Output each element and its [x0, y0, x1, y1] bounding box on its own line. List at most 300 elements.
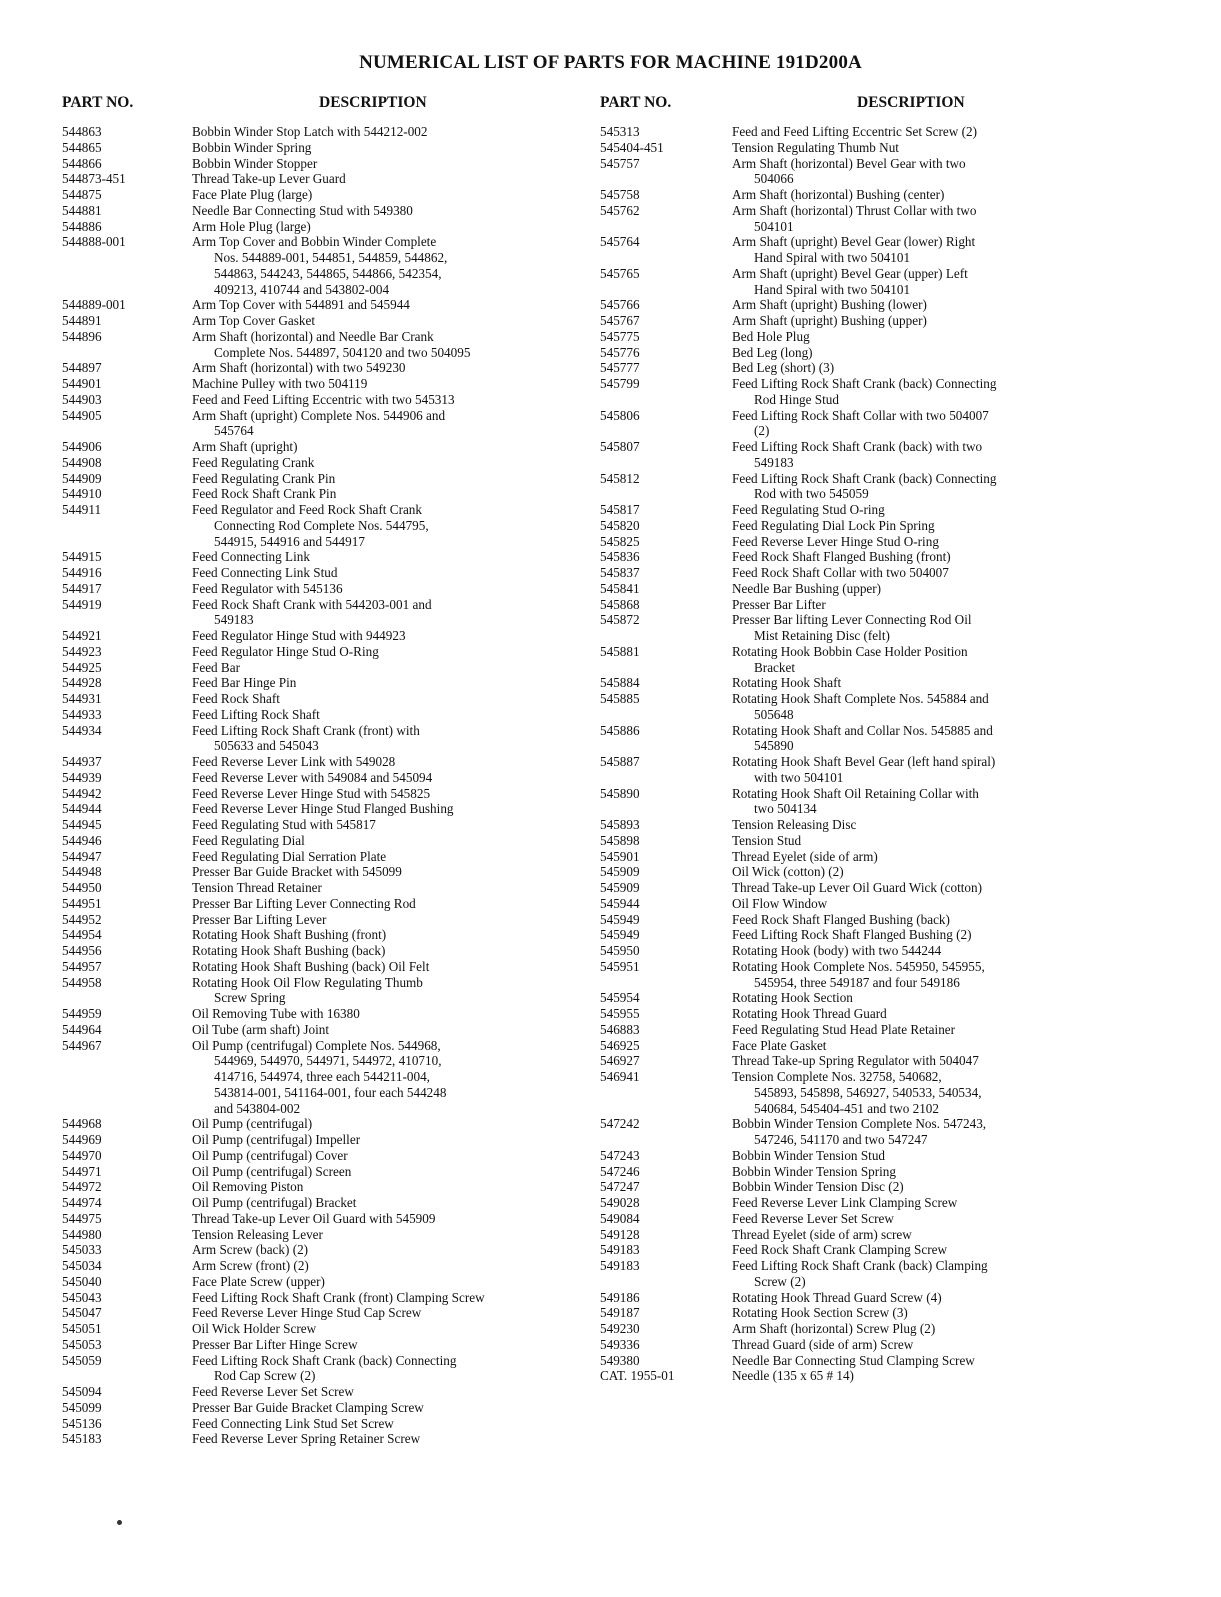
part-description [732, 234, 1200, 266]
part-entry [600, 1305, 1200, 1321]
part-description [192, 1227, 602, 1243]
description-line: Oil Pump (centrifugal) Impeller [192, 1132, 361, 1147]
part-entry [62, 1258, 602, 1274]
part-entry [62, 203, 602, 219]
part-entry [62, 597, 602, 629]
description-line: Thread Eyelet (side of arm) screw [732, 1226, 912, 1242]
part-description [732, 723, 1200, 755]
part-description [192, 833, 602, 849]
part-entry [62, 392, 602, 408]
part-entry [600, 360, 1200, 376]
description-line: 547246, 541170 and two 547247 [754, 1132, 928, 1147]
part-description [192, 880, 602, 896]
part-number: 544933 [62, 706, 102, 722]
part-entry [600, 518, 1200, 534]
part-number: 545047 [62, 1305, 102, 1321]
part-entry [600, 313, 1200, 329]
description-line: Thread Eyelet (side of arm) [732, 848, 878, 864]
part-description [192, 329, 602, 361]
description-line: 549183 [754, 454, 794, 470]
part-description [732, 1227, 1200, 1243]
description-line: Arm Top Cover and Bobbin Winder Complete [192, 234, 437, 250]
part-entry [600, 896, 1200, 912]
description-line: Feed Regulating Stud O-ring [732, 502, 885, 517]
part-number: 545955 [600, 1006, 640, 1021]
part-number: 544901 [62, 376, 102, 391]
part-description [192, 1416, 602, 1432]
description-line: Feed Reverse Lever Link Clamping Screw [732, 1195, 958, 1210]
description-line: Feed Regulator and Feed Rock Shaft Crank [192, 502, 422, 517]
part-description [732, 140, 1200, 156]
part-number: 544875 [62, 187, 102, 202]
part-entry [600, 376, 1200, 408]
parts-column-right [600, 94, 1200, 1384]
part-number: 544928 [62, 675, 102, 691]
part-entry [62, 896, 602, 912]
part-number: 544946 [62, 832, 102, 848]
part-number: 544950 [62, 880, 102, 895]
description-line: Feed and Feed Lifting Eccentric Set Screw (2) [732, 124, 977, 139]
part-entry [62, 1116, 602, 1132]
part-number: 545817 [600, 502, 640, 517]
description-line: Feed Rock Shaft Crank Clamping Screw [732, 1242, 947, 1258]
part-entry [62, 471, 602, 487]
part-description [732, 1258, 1200, 1290]
part-description [732, 1211, 1200, 1227]
part-number: 544956 [62, 943, 102, 958]
part-entry [62, 628, 602, 644]
part-description [732, 1337, 1200, 1353]
part-number: 545040 [62, 1273, 102, 1289]
description-line: Feed Regulating Stud Head Plate Retainer [732, 1021, 956, 1037]
description-line: Oil Pump (centrifugal) Cover [192, 1147, 348, 1163]
part-entry [62, 912, 602, 928]
part-entry [600, 1179, 1200, 1195]
part-entry [62, 754, 602, 770]
description-line: Feed Reverse Lever Set Screw [192, 1384, 354, 1399]
part-entry [600, 927, 1200, 943]
description-line: Tension Releasing Disc [732, 817, 857, 832]
part-number: 546941 [600, 1069, 640, 1084]
part-entry [600, 1164, 1200, 1180]
description-line: Screw Spring [214, 990, 286, 1006]
description-line: Feed Lifting Rock Shaft Crank (back) Connecting [192, 1352, 457, 1368]
part-description [192, 502, 602, 549]
description-line: Arm Shaft (upright) Bushing (upper) [732, 313, 927, 328]
description-line: Presser Bar Lifter Hinge Screw [192, 1336, 358, 1352]
part-number: 544945 [62, 817, 102, 832]
part-number: 544908 [62, 454, 102, 470]
part-entry [600, 754, 1200, 786]
description-line: 414716, 544974, three each 544211-004, [214, 1069, 430, 1084]
part-entry [62, 1006, 602, 1022]
description-line: Oil Pump (centrifugal) [192, 1116, 313, 1132]
part-number: 544888-001 [62, 234, 126, 250]
description-line: 545764 [214, 423, 254, 439]
part-entry [62, 801, 602, 817]
part-description [732, 439, 1200, 471]
part-entry [62, 943, 602, 959]
description-line: Bobbin Winder Spring [192, 139, 312, 155]
part-number: 545775 [600, 328, 640, 344]
part-description [192, 1321, 602, 1337]
part-description [732, 1038, 1200, 1054]
part-entry [62, 486, 602, 502]
part-description [192, 1274, 602, 1290]
part-description [192, 140, 602, 156]
part-description [192, 1290, 602, 1306]
description-line: Connecting Rod Complete Nos. 544795, [214, 517, 429, 533]
description-line: Feed Reverse Lever Hinge Stud Cap Screw [192, 1305, 422, 1321]
part-number: 544931 [62, 691, 102, 706]
part-description [732, 849, 1200, 865]
part-number: 545812 [600, 470, 640, 486]
part-number: 544915 [62, 549, 102, 565]
description-line: Feed Connecting Link Stud [192, 565, 338, 580]
description-line: Thread Take-up Lever Guard [192, 171, 346, 187]
part-number: 544906 [62, 439, 102, 454]
part-description [192, 203, 602, 219]
part-entry [62, 1337, 602, 1353]
description-line: Arm Shaft (horizontal) with two 549230 [192, 360, 406, 376]
part-number: 544896 [62, 328, 102, 344]
part-description [732, 644, 1200, 676]
part-description [192, 1006, 602, 1022]
part-entry [600, 1195, 1200, 1211]
part-no-header: PART NO. [600, 94, 672, 111]
part-description [192, 628, 602, 644]
part-entry [62, 408, 602, 440]
part-entry [62, 219, 602, 235]
part-entry [600, 565, 1200, 581]
description-line: Hand Spiral with two 504101 [754, 281, 911, 297]
part-entry [600, 439, 1200, 471]
part-description [732, 565, 1200, 581]
part-description [192, 1132, 602, 1148]
part-entry [62, 156, 602, 172]
part-description [192, 770, 602, 786]
part-entry [600, 156, 1200, 188]
part-number: 545053 [62, 1336, 102, 1352]
description-line: Arm Shaft (horizontal) Screw Plug (2) [732, 1321, 936, 1336]
part-entry [600, 187, 1200, 203]
description-line: Rotating Hook Shaft Bevel Gear (left hand spiral) [732, 754, 996, 769]
part-entry [600, 675, 1200, 691]
part-description [732, 675, 1200, 691]
part-number: 544939 [62, 769, 102, 785]
part-description [732, 266, 1200, 298]
part-number: 549187 [600, 1305, 640, 1321]
description-line: Rotating Hook Shaft Bushing (back) Oil Felt [192, 958, 430, 974]
description-line: Bobbin Winder Tension Spring [732, 1163, 896, 1179]
part-description [192, 723, 602, 755]
part-number: 545909 [600, 880, 640, 895]
part-description [192, 1116, 602, 1132]
part-description [732, 124, 1200, 140]
part-number: 545799 [600, 376, 640, 391]
part-description [192, 975, 602, 1007]
part-description [732, 156, 1200, 188]
part-description [732, 990, 1200, 1006]
part-number: 546925 [600, 1037, 640, 1053]
part-entry [600, 817, 1200, 833]
description-line: Feed Rock Shaft [192, 691, 280, 706]
part-entry [600, 502, 1200, 518]
description-line: Arm Top Cover with 544891 and 545944 [192, 297, 410, 313]
description-line: Feed Connecting Link [192, 549, 310, 565]
description-line: Feed Bar [192, 659, 240, 675]
part-number: 545949 [600, 927, 640, 943]
part-description [192, 1179, 602, 1195]
part-description [732, 943, 1200, 959]
description-line: Feed Regulator Hinge Stud O-Ring [192, 643, 379, 659]
part-entry [600, 849, 1200, 865]
description-line: Rotating Hook Thread Guard Screw (4) [732, 1289, 942, 1305]
part-description [192, 313, 602, 329]
part-entry [62, 581, 602, 597]
part-entry [62, 1353, 602, 1385]
part-description [192, 1211, 602, 1227]
part-entry [600, 1211, 1200, 1227]
description-line: Feed Regulating Dial Lock Pin Spring [732, 517, 935, 533]
description-line: with two 504101 [754, 769, 844, 785]
description-line: Bed Leg (short) (3) [732, 360, 835, 376]
description-line: Thread Take-up Spring Regulator with 504047 [732, 1053, 979, 1069]
part-number: 545841 [600, 580, 640, 596]
description-line: Bobbin Winder Stopper [192, 155, 318, 171]
part-description [192, 675, 602, 691]
part-description [192, 124, 602, 140]
description-line: Oil Wick (cotton) (2) [732, 864, 844, 880]
part-number: 545136 [62, 1415, 102, 1431]
description-line: Oil Pump (centrifugal) Complete Nos. 544968, [192, 1037, 441, 1053]
part-description [732, 345, 1200, 361]
part-number: 544959 [62, 1006, 102, 1021]
part-entry [62, 171, 602, 187]
part-number: 545944 [600, 895, 640, 911]
part-entry [62, 1038, 602, 1117]
description-line: Presser Bar Lifting Lever Connecting Rod [192, 895, 416, 911]
part-entry [600, 1337, 1200, 1353]
part-description [192, 959, 602, 975]
description-line: two 504134 [754, 801, 817, 817]
part-number: 544972 [62, 1179, 102, 1195]
part-description [732, 896, 1200, 912]
description-line: Nos. 544889-001, 544851, 544859, 544862, [214, 250, 448, 265]
part-entry [62, 786, 602, 802]
description-line: 505648 [754, 706, 794, 722]
description-line: Feed Regulator with 545136 [192, 580, 343, 596]
description-line: Tension Regulating Thumb Nut [732, 139, 899, 155]
description-line: Tension Stud [732, 832, 802, 848]
part-description [192, 471, 602, 487]
part-description [192, 1305, 602, 1321]
part-number: 544881 [62, 202, 102, 218]
part-description [192, 691, 602, 707]
part-entry [62, 329, 602, 361]
part-number: 545954 [600, 990, 640, 1006]
part-description [192, 171, 602, 187]
description-line: Rotating Hook Shaft and Collar Nos. 545885 and [732, 722, 993, 738]
part-entry [62, 1227, 602, 1243]
part-number: 544970 [62, 1147, 102, 1163]
part-description [732, 864, 1200, 880]
part-number: 544891 [62, 313, 102, 328]
part-description [192, 565, 602, 581]
description-line: Presser Bar lifting Lever Connecting Rod Oil [732, 612, 972, 628]
part-entry [62, 1148, 602, 1164]
part-number: 545949 [600, 911, 640, 927]
part-number: 545836 [600, 549, 640, 565]
part-entry [62, 880, 602, 896]
part-number: 544866 [62, 155, 102, 171]
part-entry [600, 943, 1200, 959]
description-line: Rotating Hook Bobbin Case Holder Position [732, 643, 968, 659]
part-number: 545094 [62, 1384, 102, 1399]
column-header [62, 94, 602, 124]
part-entry [62, 1416, 602, 1432]
part-entry [600, 1242, 1200, 1258]
description-line: Arm Shaft (horizontal) Bushing (center) [732, 187, 945, 202]
part-entry [600, 612, 1200, 644]
part-number: 544921 [62, 628, 102, 643]
part-number: 544910 [62, 486, 102, 502]
description-line: 505633 and 545043 [214, 738, 319, 754]
description-line: Rod with two 545059 [754, 486, 869, 502]
part-entry [600, 297, 1200, 313]
part-number: 545766 [600, 297, 640, 313]
description-line: Feed Lifting Rock Shaft [192, 706, 320, 722]
part-number: 549230 [600, 1321, 640, 1336]
part-number: CAT. 1955-01 [600, 1368, 675, 1384]
part-number: 544937 [62, 754, 102, 769]
description-line: Feed Rock Shaft Collar with two 504007 [732, 565, 949, 580]
part-entry [600, 864, 1200, 880]
part-description [192, 408, 602, 440]
part-entry [600, 1321, 1200, 1337]
description-line: Feed Reverse Lever with 549084 and 545094 [192, 769, 433, 785]
description-line: Rotating Hook Section [732, 990, 853, 1006]
part-number: 546883 [600, 1021, 640, 1037]
part-entry [62, 565, 602, 581]
description-line: Rotating Hook Complete Nos. 545950, 545955, [732, 958, 985, 974]
part-no-header: PART NO. [62, 94, 134, 111]
part-description [732, 1116, 1200, 1148]
part-number: 544948 [62, 864, 102, 880]
description-line: Complete Nos. 544897, 504120 and two 504095 [214, 344, 471, 360]
description-line: Feed Reverse Lever Hinge Stud with 545825 [192, 785, 431, 801]
part-description [192, 849, 602, 865]
description-line: 544969, 544970, 544971, 544972, 410710, [214, 1053, 442, 1069]
part-description [732, 1290, 1200, 1306]
part-number: 545033 [62, 1242, 102, 1258]
description-line: Rotating Hook Thread Guard [732, 1006, 887, 1021]
part-description [732, 786, 1200, 818]
part-entry [600, 1022, 1200, 1038]
part-entry [62, 313, 602, 329]
part-entry [62, 833, 602, 849]
part-number: 544952 [62, 911, 102, 927]
part-description [732, 691, 1200, 723]
part-description [192, 912, 602, 928]
part-number: 545034 [62, 1258, 102, 1273]
part-description [732, 502, 1200, 518]
part-number: 545951 [600, 958, 640, 974]
part-number: 544889-001 [62, 297, 126, 313]
part-number: 544954 [62, 927, 102, 943]
description-line: Machine Pulley with two 504119 [192, 376, 368, 391]
description-line: Feed Rock Shaft Crank with 544203-001 and [192, 596, 432, 612]
part-number: 544911 [62, 502, 102, 517]
part-description [192, 1148, 602, 1164]
part-entry [62, 675, 602, 691]
description-line: 543814-001, 541164-001, four each 544248 [214, 1084, 447, 1100]
part-description [192, 187, 602, 203]
part-description [192, 707, 602, 723]
part-number: 544944 [62, 801, 102, 817]
part-entry [62, 644, 602, 660]
description-line: Thread Take-up Lever Oil Guard Wick (cotton) [732, 880, 982, 895]
part-entry [600, 1038, 1200, 1054]
part-description [732, 612, 1200, 644]
description-line: Feed Regulating Stud with 545817 [192, 817, 376, 832]
description-line: Feed Regulator Hinge Stud with 944923 [192, 628, 406, 643]
part-description [192, 234, 602, 297]
description-line: Feed Lifting Rock Shaft Crank (back) Clamping [732, 1258, 988, 1273]
part-number: 544975 [62, 1210, 102, 1226]
description-line: Feed Regulating Dial Serration Plate [192, 848, 387, 864]
description-line: Feed Regulating Crank [192, 454, 315, 470]
description-line: Rotating Hook (body) with two 544244 [732, 943, 942, 958]
description-line: 540684, 545404-451 and two 2102 [754, 1100, 939, 1116]
description-line: Feed Regulating Crank Pin [192, 470, 336, 486]
part-description [732, 1164, 1200, 1180]
description-line: 544863, 544243, 544865, 544866, 542354, [214, 265, 442, 281]
part-number: 545898 [600, 832, 640, 848]
part-number: 545762 [600, 202, 640, 218]
part-number: 549183 [600, 1258, 640, 1273]
part-entry [62, 360, 602, 376]
part-number: 544923 [62, 643, 102, 659]
part-number: 545183 [62, 1431, 102, 1447]
part-entry [600, 1290, 1200, 1306]
description-line: Arm Hole Plug (large) [192, 218, 311, 234]
part-description [192, 581, 602, 597]
part-entry [600, 597, 1200, 613]
part-description [192, 927, 602, 943]
part-entry [600, 723, 1200, 755]
part-entry [62, 124, 602, 140]
part-entry [62, 376, 602, 392]
part-entry [62, 1195, 602, 1211]
part-entry [600, 534, 1200, 550]
part-description [732, 360, 1200, 376]
part-entry [62, 1022, 602, 1038]
part-description [192, 660, 602, 676]
part-description [732, 927, 1200, 943]
part-entry [600, 329, 1200, 345]
part-number: 544964 [62, 1021, 102, 1037]
description-line: Needle Bar Bushing (upper) [732, 580, 882, 596]
part-number: 549336 [600, 1336, 640, 1352]
part-number: 545872 [600, 612, 640, 628]
description-line: Arm Screw (back) (2) [192, 1242, 309, 1258]
part-entry [600, 581, 1200, 597]
description-line: Bobbin Winder Stop Latch with 544212-002 [192, 124, 428, 139]
part-description [192, 1384, 602, 1400]
part-description [732, 313, 1200, 329]
description-line: Rotating Hook Shaft Bushing (front) [192, 927, 387, 943]
